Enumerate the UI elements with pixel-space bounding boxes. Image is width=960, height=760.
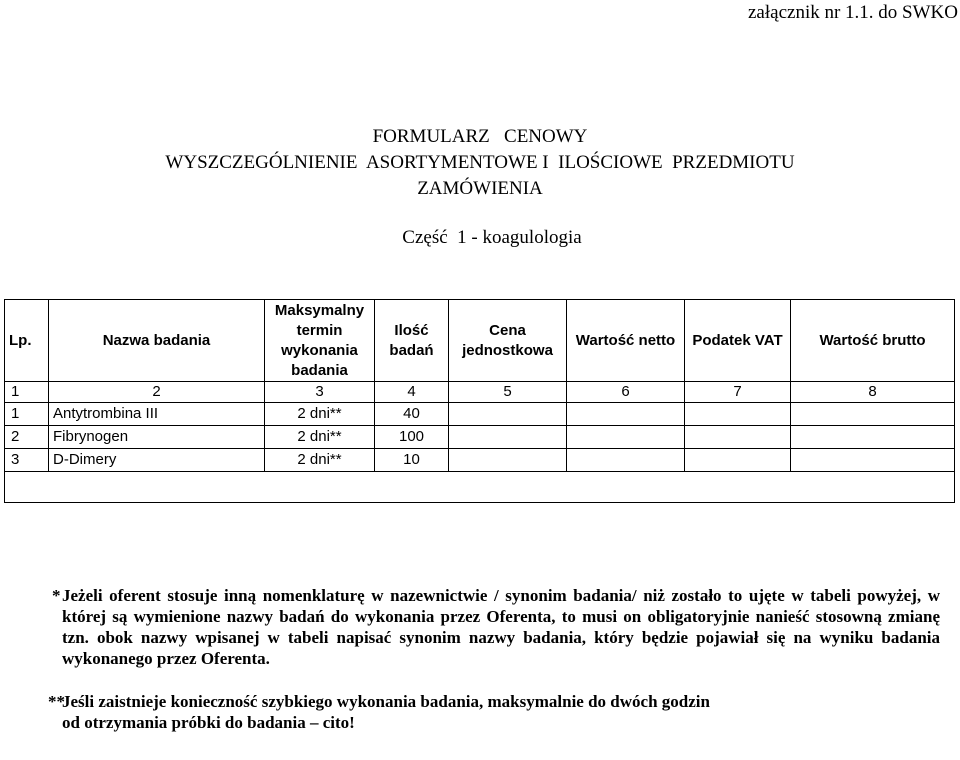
col-number: 6 bbox=[567, 382, 685, 403]
row-vat-cell[interactable] bbox=[685, 426, 791, 449]
table-row bbox=[5, 449, 955, 472]
row-lp: 1 bbox=[5, 403, 49, 426]
row-net-cell[interactable] bbox=[567, 403, 685, 426]
col-header-term: Maksymalny termin wykonania badania bbox=[265, 300, 375, 382]
col-header-unit-price: Cena jednostkowa bbox=[449, 300, 567, 382]
footnote-1-text: Jeżeli oferent stosuje inną nomenklaturę w nazewnictwie / synonim badania/ niż zostało to ujęte w tabeli powyżej, w której są wymienione nazwy badań do wykonania przez Oferenta, to musi on obligatoryjnie nanieść stosowną zmianę tzn. obok nazwy wpisanej w tabeli napisać synonim nazwy badania, który będzie pojawiał się na wyniku badania wykonanego przez Oferenta. bbox=[62, 586, 940, 668]
table-row bbox=[5, 426, 955, 449]
col-number: 8 bbox=[791, 382, 955, 403]
row-vat-cell[interactable] bbox=[685, 449, 791, 472]
row-gross-cell[interactable] bbox=[791, 426, 955, 449]
column-number-row bbox=[5, 382, 955, 403]
footnote-2-text-line-1: Jeśli zaistnieje konieczność szybkiego wykonania badania, maksymalnie do dwóch godzin bbox=[62, 692, 710, 711]
col-header-gross: Wartość brutto bbox=[791, 300, 955, 382]
col-number: 7 bbox=[685, 382, 791, 403]
row-qty: 40 bbox=[375, 403, 449, 426]
row-name: D-Dimery bbox=[49, 449, 265, 472]
col-header-name: Nazwa badania bbox=[49, 300, 265, 382]
col-number: 1 bbox=[5, 382, 49, 403]
empty-row bbox=[5, 472, 955, 503]
row-qty: 10 bbox=[375, 449, 449, 472]
col-number: 3 bbox=[265, 382, 375, 403]
price-table bbox=[4, 299, 955, 503]
row-qty: 100 bbox=[375, 426, 449, 449]
footnote-2-text-line-2: od otrzymania próbki do badania – cito! bbox=[62, 713, 355, 732]
row-term: 2 dni** bbox=[265, 426, 375, 449]
col-header-vat: Podatek VAT bbox=[685, 300, 791, 382]
col-number: 4 bbox=[375, 382, 449, 403]
row-lp: 2 bbox=[5, 426, 49, 449]
col-number: 5 bbox=[449, 382, 567, 403]
part-title: Część 1 - koagulologia bbox=[402, 227, 582, 248]
empty-cell[interactable] bbox=[5, 472, 955, 503]
row-gross-cell[interactable] bbox=[791, 449, 955, 472]
col-number: 2 bbox=[49, 382, 265, 403]
attachment-label: załącznik nr 1.1. do SWKO bbox=[748, 2, 958, 23]
footnote-2 bbox=[0, 691, 940, 733]
row-gross-cell[interactable] bbox=[791, 403, 955, 426]
row-term: 2 dni** bbox=[265, 403, 375, 426]
header-row bbox=[5, 300, 955, 382]
row-unit-price-cell[interactable] bbox=[449, 426, 567, 449]
row-unit-price-cell[interactable] bbox=[449, 403, 567, 426]
col-header-qty: Ilość badań bbox=[375, 300, 449, 382]
row-vat-cell[interactable] bbox=[685, 403, 791, 426]
form-title bbox=[0, 124, 960, 202]
col-header-lp: Lp. bbox=[5, 300, 49, 382]
footnote-1-marker: * bbox=[52, 586, 61, 605]
row-lp: 3 bbox=[5, 449, 49, 472]
row-net-cell[interactable] bbox=[567, 426, 685, 449]
title-line-2: WYSZCZEGÓLNIENIE ASORTYMENTOWE I ILOŚCIOWE PRZEDMIOTU bbox=[165, 152, 795, 173]
row-unit-price-cell[interactable] bbox=[449, 449, 567, 472]
footnote-1 bbox=[0, 585, 940, 669]
title-line-1: FORMULARZ CENOWY bbox=[372, 126, 588, 147]
row-name: Fibrynogen bbox=[49, 426, 265, 449]
table-row bbox=[5, 403, 955, 426]
row-term: 2 dni** bbox=[265, 449, 375, 472]
col-header-net: Wartość netto bbox=[567, 300, 685, 382]
footnote-2-marker: ** bbox=[48, 692, 65, 711]
footnotes bbox=[0, 585, 940, 733]
row-net-cell[interactable] bbox=[567, 449, 685, 472]
row-name: Antytrombina III bbox=[49, 403, 265, 426]
title-line-3: ZAMÓWIENIA bbox=[417, 178, 543, 199]
